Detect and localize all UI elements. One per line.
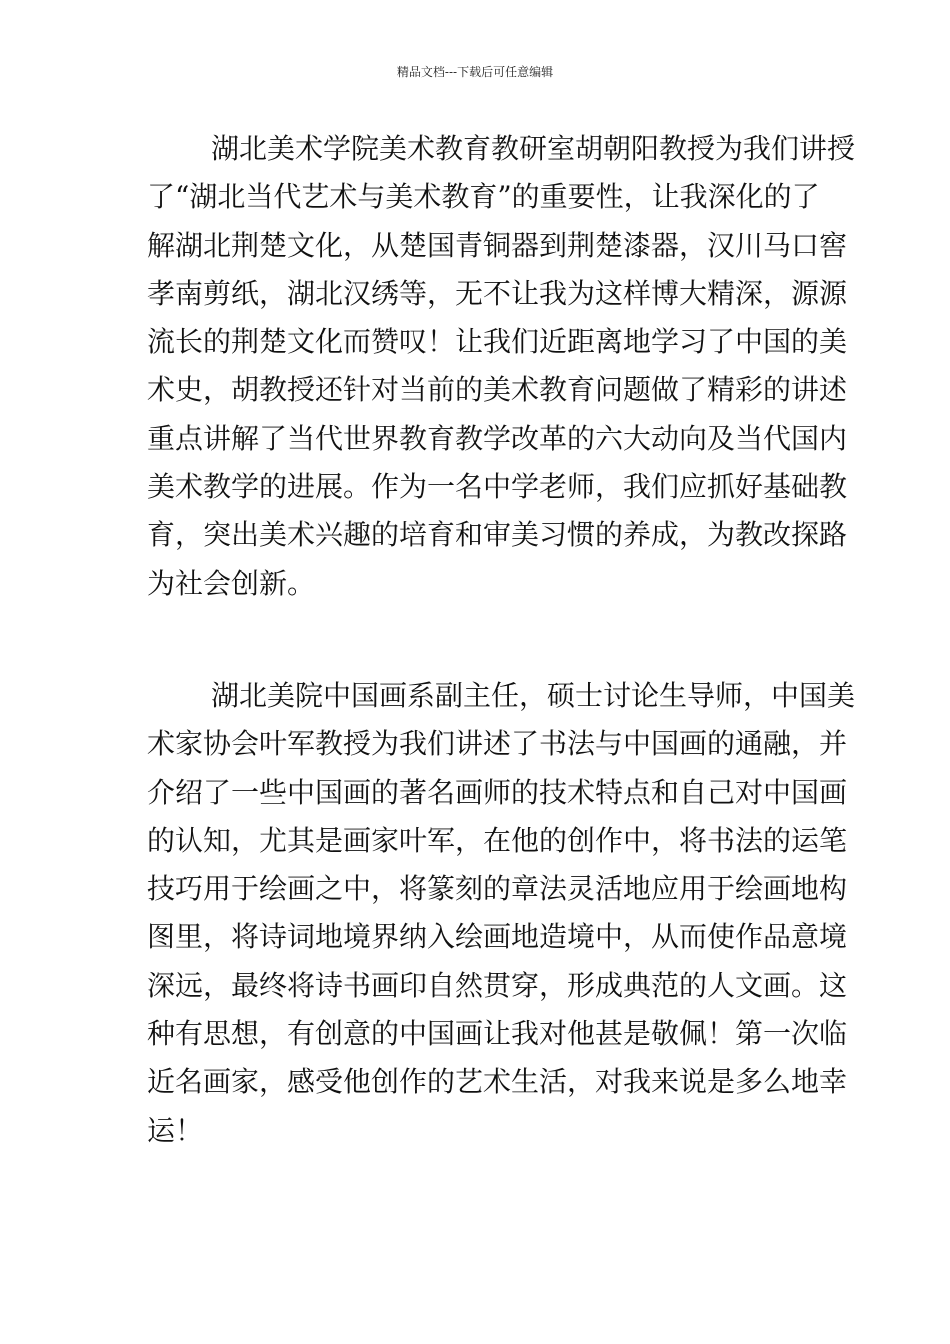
text-line: 为社会创新。 bbox=[147, 566, 316, 600]
text-line: 的认知，尤其是画家叶军，在他的创作中，将书法的运笔 bbox=[147, 823, 848, 857]
text-line: 近名画家，感受他创作的艺术生活，对我来说是多么地幸 bbox=[147, 1065, 848, 1099]
text-line: 了“湖北当代艺术与美术教育”的重要性，让我深化的了 bbox=[147, 180, 820, 214]
text-line: 育，突出美术兴趣的培育和审美习惯的养成，为教改探路 bbox=[147, 518, 848, 552]
text-line: 运！ bbox=[147, 1113, 204, 1147]
paragraph-1 bbox=[147, 125, 856, 608]
text-line: 湖北美术学院美术教育教研室胡朝阳教授为我们讲授 bbox=[211, 132, 856, 165]
text-line: 介绍了一些中国画的著名画师的技术特点和自己对中国画 bbox=[147, 775, 848, 809]
text-line: 解湖北荆楚文化，从楚国青铜器到荆楚漆器，汉川马口窖 bbox=[147, 228, 848, 262]
paragraph-2 bbox=[147, 672, 856, 1155]
text-line: 种有思想，有创意的中国画让我对他甚是敬佩！第一次临 bbox=[147, 1017, 848, 1051]
text-line: 重点讲解了当代世界教育教学改革的六大动向及当代国内 bbox=[147, 421, 848, 455]
page-header: 精品文档---下载后可任意编辑 bbox=[396, 65, 554, 79]
text-line: 流长的荆楚文化而赞叹！让我们近距离地学习了中国的美 bbox=[147, 325, 848, 359]
text-line: 美术教学的进展。作为一名中学老师，我们应抓好基础教 bbox=[147, 470, 848, 504]
text-line: 孝南剪纸，湖北汉绣等，无不让我为这样博大精深，源源 bbox=[147, 276, 848, 310]
text-line: 技巧用于绘画之中，将篆刻的章法灵活地应用于绘画地构 bbox=[147, 872, 848, 906]
text-line: 湖北美院中国画系副主任，硕士讨论生导师，中国美 bbox=[211, 679, 856, 712]
text-line: 图里，将诗词地境界纳入绘画地造境中，从而使作品意境 bbox=[147, 920, 848, 954]
text-line: 术史，胡教授还针对当前的美术教育问题做了精彩的讲述 bbox=[147, 373, 848, 407]
text-line: 深远，最终将诗书画印自然贯穿，形成典范的人文画。这 bbox=[147, 968, 848, 1002]
text-line: 术家协会叶军教授为我们讲述了书法与中国画的通融，并 bbox=[147, 727, 848, 761]
